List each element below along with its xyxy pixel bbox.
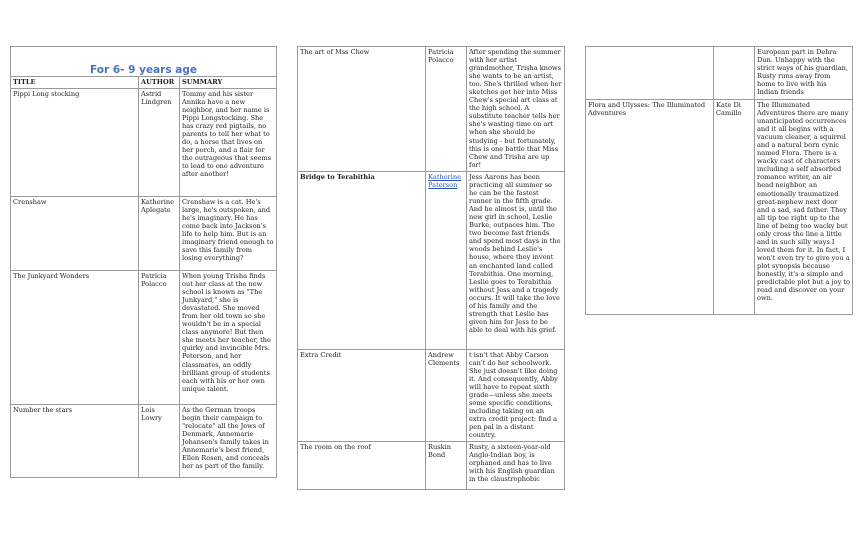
- table-row: [11, 405, 277, 478]
- book-table: [585, 46, 853, 315]
- book-author[interactable]: [426, 172, 467, 350]
- book-author: [714, 47, 755, 100]
- book-title: The Junkyard Wonders: [11, 271, 139, 405]
- table-row: [11, 271, 277, 405]
- book-summary: As the German troops begin their campaign to "relocate" all the Jews of Denmark, Annemarie Johansen's family takes in Annemarie's best friend, Ellen Rosen, and conceals her as part of the family.: [180, 405, 277, 478]
- book-author: Patricia Polacco: [426, 47, 467, 172]
- table-row: [586, 100, 853, 315]
- book-title: Number the stars: [11, 405, 139, 478]
- book-title: Extra Credit: [298, 350, 426, 442]
- book-author: Lois Lowry: [139, 405, 180, 478]
- book-summary: Tommy and his sister Annika have a new neighbor, and her name is Pippi Longstocking. She has crazy red pigtails, no parents to tell her what to do, a horse that lives on her porch, and a flair for the outrageous that seems to lead to one adventure after another!: [180, 89, 277, 197]
- book-summary: The Illuminated Adventures there are many unanticipated occurrences and it all begins with a vacuum cleaner, a squirrel and a natural born cynic named Flora. There is a wacky cast of characters including a self absorbed romance writer, an air head neighbor, an emotionally traumatized great-nephew next door and a sad, sad father. They all tip toe right up to the line of being too wacky but only cross the line a little and in such silly ways I loved them for it. In fact, I won't even try to give you a plot synopsis because honestly, it's a simple and predictable plot but a joy to read and discover on your own.: [755, 100, 853, 315]
- book-author: Kate Di Camillo: [714, 100, 755, 315]
- book-author: Ruskin Bond: [426, 441, 467, 489]
- book-author: Katherine Aplegate: [139, 197, 180, 271]
- book-list-page-2: [297, 46, 565, 490]
- book-summary: European part in Dehra Dun. Unhappy with the strict ways of his guardian, Rusty runs away from home to live with his Indian friends: [755, 47, 853, 100]
- book-author: Astrid Lindgren: [139, 89, 180, 197]
- summary-column-header: SUMMARY: [180, 77, 277, 89]
- author-link[interactable]: Katherine Paterson: [428, 173, 462, 190]
- table-row: [586, 47, 853, 100]
- book-title: Pippi Long stocking: [11, 89, 139, 197]
- table-row: [11, 197, 277, 271]
- table-row: [11, 89, 277, 197]
- book-summary: Jess Aarons has been practicing all summer so he can be the fastest runner in the fifth grade. And he almost is, until the new girl in school, Leslie Burke, outpaces him. The two become fast friends and spend most days in the woods behind Leslie's house, where they invent an enchanted land called Terabithia. One morning, Leslie goes to Terabithia without Jess and a tragedy occurs. It will take the love of his family and the strength that Leslie has given him for Jess to be able to deal with his grief.: [467, 172, 565, 350]
- book-author: Patricia Polacco: [139, 271, 180, 405]
- book-title: The room on the roof: [298, 441, 426, 489]
- book-table: [297, 46, 565, 490]
- book-summary: After spending the summer with her artist grandmother, Trisha knows she wants to be an artist, too. She's thrilled when her sketches get her into Miss Chew's special art class at the high school. A substitute teacher tells her she's wasting time on art when she should be studying - but fortunately, this is one battle that Miss Chew and Trisha are up for!: [467, 47, 565, 172]
- age-group-heading: For 6- 9 years age: [10, 46, 277, 76]
- book-title: Crenshaw: [11, 197, 139, 271]
- book-title: Bridge to Terabithia: [298, 172, 426, 350]
- table-row: [298, 172, 565, 350]
- table-row: [298, 441, 565, 489]
- book-author: Andrew Clements: [426, 350, 467, 442]
- table-header-row: [11, 77, 277, 89]
- author-column-header: AUTHOR: [139, 77, 180, 89]
- book-title: [586, 47, 714, 100]
- book-title: The art of Mss Chew: [298, 47, 426, 172]
- title-column-header: TITLE: [11, 77, 139, 89]
- book-table: [10, 76, 277, 478]
- book-summary: Rusty, a sixteen-year-old Anglo-Indian boy, is orphaned and has to live with his English guardian in the claustrophobic: [467, 441, 565, 489]
- book-title: Flora and Ulysses: The Illuminated Adventures: [586, 100, 714, 315]
- table-row: [298, 47, 565, 172]
- book-summary: t isn't that Abby Carson can't do her schoolwork. She just doesn't like doing it. And consequently, Abby will have to repeat sixth grade—unless she meets some specific conditions, including taking on an extra credit project: find a pen pal in a distant country.: [467, 350, 565, 442]
- book-list-page-1: [10, 46, 277, 478]
- book-summary: Crenshaw is a cat. He's large, he's outspoken, and he's imaginary. He has come back into Jackson's life to help him. But is an imaginary friend enough to save this family from losing everything?: [180, 197, 277, 271]
- book-list-page-3: [585, 46, 853, 315]
- table-row: [298, 350, 565, 442]
- book-summary: When young Trisha finds out her class at the new school is known as "The Junkyard," she is devastated. She moved from her old town so she wouldn't be in a special class anymore! But then she meets her teacher, the quirky and invincible Mrs. Peterson, and her classmates, an oddly brilliant group of students each with his or her own unique talent.: [180, 271, 277, 405]
